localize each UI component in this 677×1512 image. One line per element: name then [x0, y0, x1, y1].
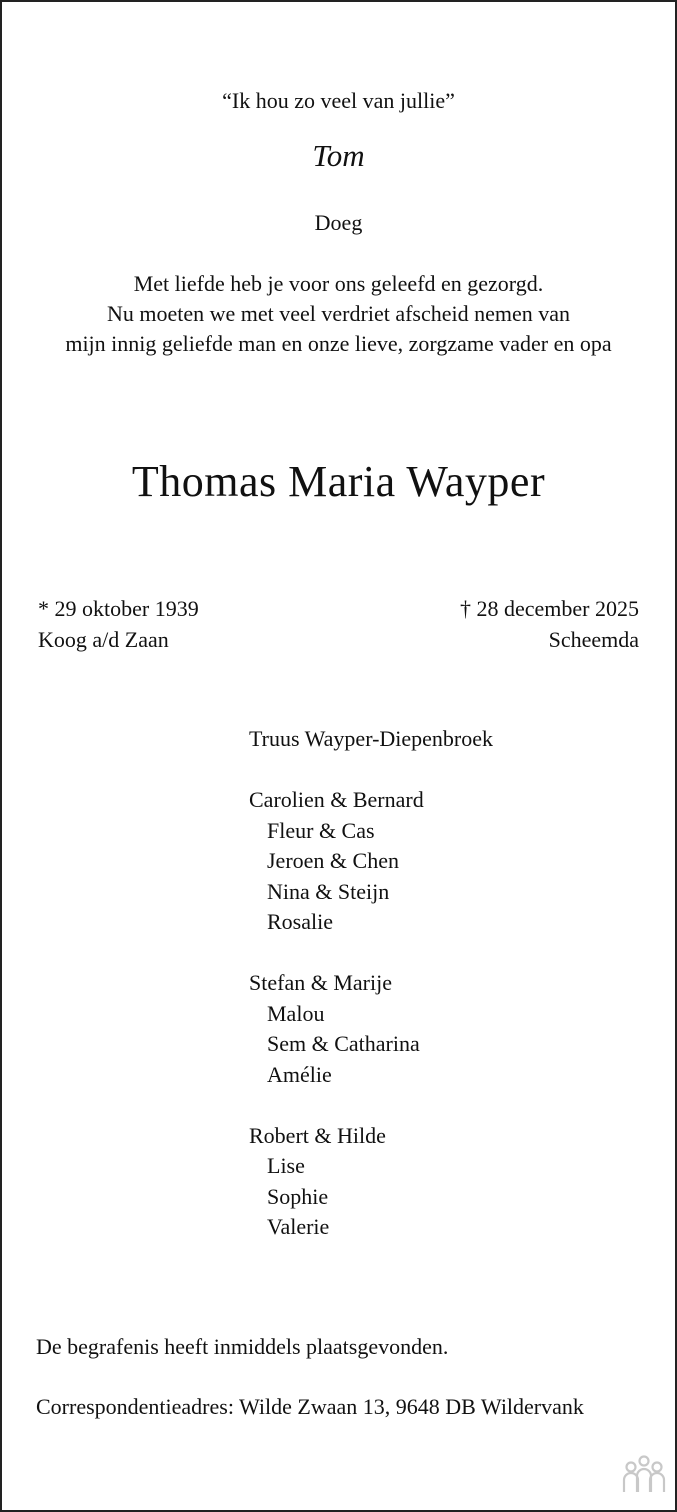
family-list [249, 724, 493, 1243]
people-group-icon [620, 1454, 668, 1498]
family-child: Rosalie [267, 909, 333, 934]
intro-line: Nu moeten we met veel verdriet afscheid nemen van [106, 301, 571, 326]
family-child: Fleur & Cas [267, 817, 375, 843]
birth-place: Koog a/d Zaan [38, 627, 169, 652]
deceased-name: Thomas Maria Wayper [131, 457, 546, 506]
farewell: Doeg [314, 210, 363, 235]
intro-text [2, 269, 675, 359]
intro-line: mijn innig geliefde man en onze lieve, zorgzame vader en opa [65, 331, 612, 356]
family-child: Amélie [267, 1061, 332, 1087]
family-child: Sem & Catharina [267, 1031, 420, 1056]
birth-date: * 29 oktober 1939 [38, 596, 199, 621]
death-info [460, 593, 639, 655]
death-date: † 28 december 2025 [460, 596, 639, 621]
family-parents: Stefan & Marije [249, 970, 392, 995]
correspondence-address: Correspondentieadres: Wilde Zwaan 13, 9648 DB Wildervank [36, 1394, 584, 1419]
spouse-name: Truus Wayper-Diepenbroek [249, 726, 494, 751]
nickname: Tom [312, 138, 365, 173]
family-child: Valerie [267, 1214, 330, 1239]
birth-info [38, 593, 199, 655]
family-child: Sophie [267, 1183, 329, 1209]
funeral-note: De begrafenis heeft inmiddels plaatsgevonden. [36, 1334, 449, 1359]
quote: “Ik hou zo veel van jullie” [222, 88, 455, 113]
family-child: Malou [267, 1000, 325, 1026]
family-parents: Robert & Hilde [249, 1122, 386, 1148]
intro-line: Met liefde heb je voor ons geleefd en gezorgd. [133, 271, 544, 296]
family-child: Lise [267, 1153, 305, 1178]
death-place: Scheemda [548, 627, 639, 652]
family-parents: Carolien & Bernard [249, 787, 424, 812]
family-child: Nina & Steijn [267, 878, 390, 904]
family-child: Jeroen & Chen [267, 848, 399, 873]
